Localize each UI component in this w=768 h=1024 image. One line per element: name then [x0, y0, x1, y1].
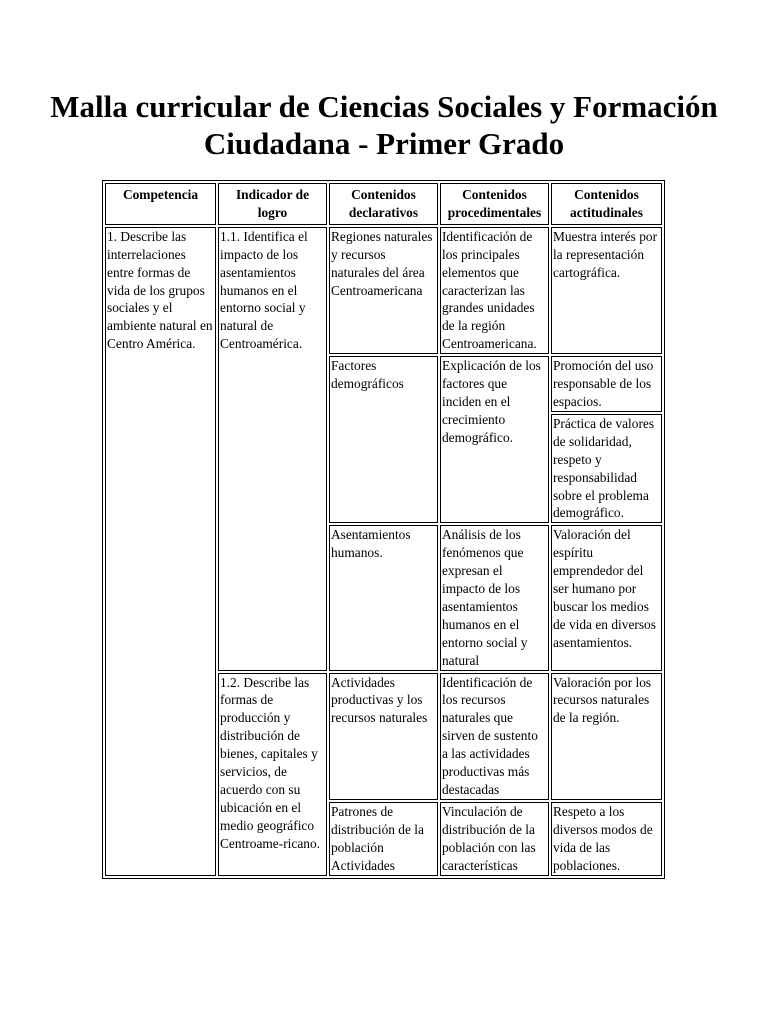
header-competencia: Competencia — [105, 183, 216, 225]
procedimental-cell: Explicación de los factores que inciden en el crecimiento demográfico. — [440, 356, 549, 523]
actitudinal-cell: Promoción del uso responsable de los espacios. — [551, 356, 662, 412]
header-indicador: Indicador de logro — [218, 183, 327, 225]
actitudinal-cell: Respeto a los diversos modos de vida de las poblaciones. — [551, 802, 662, 876]
competencia-cell: 1. Describe las interrelaciones entre formas de vida de los grupos sociales y el ambiente natural en Centro América. — [105, 227, 216, 876]
actitudinal-cell: Muestra interés por la representación cartográfica. — [551, 227, 662, 354]
procedimental-cell: Vinculación de distribución de la población con las características — [440, 802, 549, 876]
page-title: Malla curricular de Ciencias Sociales y Formación Ciudadana - Primer Grado — [50, 89, 718, 161]
actitudinal-cell: Práctica de valores de solidaridad, respeto y responsabilidad sobre el problema demográfico. — [551, 414, 662, 523]
indicador-cell: 1.1. Identifica el impacto de los asentamientos humanos en el entorno social y natural de Centroamérica. — [218, 227, 327, 671]
actitudinal-cell: Valoración por los recursos naturales de la región. — [551, 673, 662, 800]
header-declarativos: Contenidos declarativos — [329, 183, 438, 225]
declarativo-cell: Actividades productivas y los recursos naturales — [329, 673, 438, 800]
procedimental-cell: Identificación de los principales elementos que caracterizan las grandes unidades de la región Centroamericana. — [440, 227, 549, 354]
declarativo-cell: Patrones de distribución de la población Actividades — [329, 802, 438, 876]
header-actitudinales: Contenidos actitudinales — [551, 183, 662, 225]
table-header-row — [105, 183, 662, 225]
header-procedimentales: Contenidos procedimentales — [440, 183, 549, 225]
declarativo-cell: Regiones naturales y recursos naturales del área Centroamericana — [329, 227, 438, 354]
table-row — [105, 227, 662, 354]
declarativo-cell: Asentamientos humanos. — [329, 525, 438, 670]
actitudinal-cell: Valoración del espíritu emprendedor del ser humano por buscar los medios de vida en diversos asentamientos. — [551, 525, 662, 670]
curriculum-table — [102, 180, 665, 879]
indicador-cell: 1.2. Describe las formas de producción y distribución de bienes, capitales y servicios, de acuerdo con su ubicación en el medio geográfico Centroame-ricano. — [218, 673, 327, 876]
procedimental-cell: Análisis de los fenómenos que expresan el impacto de los asentamientos humanos en el entorno social y natural — [440, 525, 549, 670]
declarativo-cell: Factores demográficos — [329, 356, 438, 523]
procedimental-cell: Identificación de los recursos naturales que sirven de sustento a las actividades productivas más destacadas — [440, 673, 549, 800]
